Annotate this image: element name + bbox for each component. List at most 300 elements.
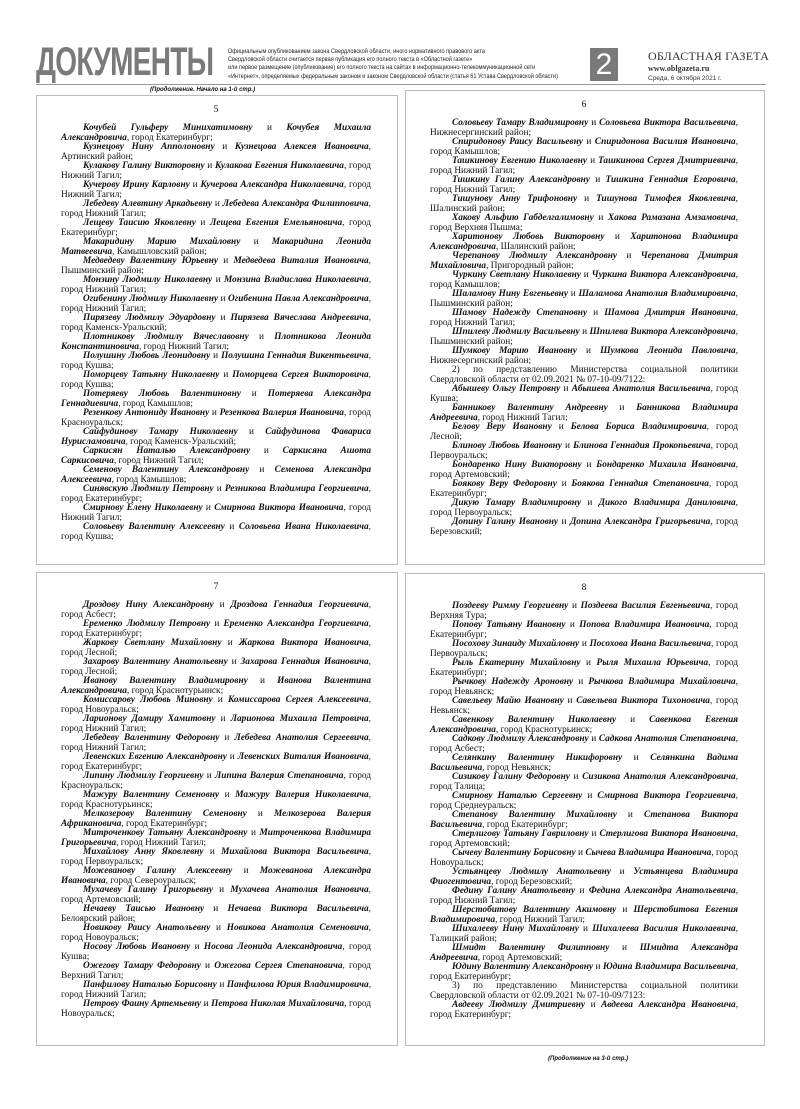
locality: город Краснотурьинск; bbox=[61, 799, 153, 810]
wife-name: Левенских Евгению Александровну bbox=[83, 752, 227, 762]
wife-name: Савенкову Валентину Николаевну bbox=[452, 715, 617, 725]
husband-name: Тишкина Геннадия Егоровича bbox=[605, 175, 736, 185]
husband-name: Шумкова Леонида Павловича bbox=[600, 346, 736, 356]
husband-name: Стерлигова Виктора Ивановича bbox=[599, 829, 736, 839]
husband-name: Резникова Владимира Георгиевича bbox=[224, 484, 369, 494]
list-item: Кулакову Галину Викторовну и Кулакова Евгения Николаевича, город Нижний Тагил; bbox=[61, 161, 371, 181]
list-item: Стерлигову Татьяну Гавриловну и Стерлигова Виктора Ивановича, город Артемовский; bbox=[430, 829, 738, 849]
list-item: Михайлову Анну Яковлевну и Михайлова Виктора Васильевича, город Первоуральск; bbox=[61, 847, 372, 867]
list-item: Кочубей Гульферу Минихатимовну и Кочубея Михаила Александровича, город Екатеринбург; bbox=[61, 123, 371, 143]
locality: город Кушва; bbox=[61, 379, 114, 390]
locality: Нижнесергинский район; bbox=[430, 127, 532, 138]
husband-name: Бондаренко Михаила Ивановича bbox=[596, 460, 736, 470]
wife-name: Федину Галину Анатольевну bbox=[452, 886, 576, 896]
notice-line: Официальным опубликованием закона Свердловской области, иного нормативного правового акта bbox=[228, 48, 485, 55]
wife-name: Степанову Валентину Михайловну bbox=[452, 810, 617, 820]
locality: город Березовский; bbox=[430, 517, 739, 537]
wife-name: Ларионову Дамиру Хамитовну bbox=[83, 714, 216, 724]
list-item: Можеванову Галину Алексеевну и Можеванова Александра Ивановича, город Североуральск; bbox=[61, 866, 371, 886]
locality: город Краснотурьинск; bbox=[131, 685, 224, 696]
locality: город Артемовский; bbox=[430, 838, 510, 849]
list-item: Дикую Тамару Владимировну и Дикого Владимира Даниловича, город Первоуральск; bbox=[430, 498, 738, 518]
publication-notice bbox=[228, 48, 558, 81]
wife-name: Кузнецову Нину Апполоновну bbox=[83, 142, 215, 152]
locality: город Талица; bbox=[430, 781, 486, 792]
husband-name: Спиридонова Василия Ивановича bbox=[594, 137, 736, 147]
list-item: Белову Веру Ивановну и Белова Бориса Владимировича, город Лесной; bbox=[430, 422, 738, 442]
husband-name: Федина Александра Анатольевича bbox=[588, 886, 736, 896]
locality: город Лесной; bbox=[61, 647, 118, 658]
wife-name: Бондаренко Нину Викторовну bbox=[452, 460, 582, 470]
husband-name: Кочубея Михаила Александровича bbox=[61, 123, 371, 143]
husband-name: Рычкова Владимира Михайловича bbox=[588, 677, 736, 687]
page-number-label: 8 bbox=[581, 583, 587, 593]
list-item: Рычкову Надежду Ароновну и Рычкова Владимира Михайловича, город Невьянск; bbox=[430, 677, 738, 697]
list-item: Дроздову Нину Александровну и Дроздова Геннадия Георгиевича, город Асбест; bbox=[61, 600, 372, 620]
wife-name: Блинову Любовь Ивановну bbox=[452, 441, 562, 451]
husband-name: Резенкова Валерия Ивановича bbox=[219, 408, 344, 418]
locality: город Нижний Тагил; bbox=[61, 303, 147, 314]
husband-name: Лебедева Александра Филипповича bbox=[222, 199, 369, 209]
list-item: Селянкину Валентину Никифоровну и Селянкина Вадима Васильевича, город Невьянск; bbox=[430, 753, 739, 773]
wife-name: Лебедеву Алевтину Аркадьевну bbox=[83, 199, 212, 209]
list-item: Чуркину Светлану Николаевну и Чуркина Виктора Александровича, город Камышлов; bbox=[430, 270, 738, 290]
husband-name: Рыля Михаила Юрьевича bbox=[596, 658, 709, 668]
husband-name: Допина Александра Григорьевича bbox=[569, 517, 711, 527]
wife-name: Шумкову Марию Ивановну bbox=[452, 346, 577, 356]
list-item: Смирнову Елену Николаевну и Смирнова Виктора Ивановича, город Нижний Тагил; bbox=[61, 503, 372, 523]
header-divider bbox=[36, 84, 766, 85]
wife-name: Банникову Валентину Андреевну bbox=[452, 403, 608, 413]
husband-name: Сайфудинова Фавариса Нурисламовича bbox=[61, 427, 371, 447]
list-item: Синявскую Людмилу Петровну и Резникова Владимира Георгиевича, город Екатеринбург; bbox=[61, 484, 371, 504]
locality: город Асбест; bbox=[61, 609, 116, 620]
husband-name: Левенских Виталия Ивановича bbox=[237, 752, 369, 762]
locality: город Камышлов; bbox=[430, 279, 501, 290]
locality: город Первоуральск; bbox=[430, 507, 513, 518]
locality: город Артемовский; bbox=[482, 952, 563, 963]
locality: город Североуральск; bbox=[110, 875, 197, 886]
husband-name: Смирнова Виктора Георгиевича bbox=[597, 791, 736, 801]
locality: город Екатеринбург; bbox=[61, 761, 143, 772]
locality: город Артемовский; bbox=[61, 894, 141, 905]
wife-name: Рычкову Надежду Ароновну bbox=[452, 677, 574, 687]
list-item: Потеряеву Любовь Валентиновну и Потеряева Александра Геннадиевича, город Камышлов; bbox=[61, 389, 372, 409]
wife-name: Захарову Валентину Анатольевну bbox=[83, 657, 228, 667]
list-item: Монзину Людмилу Николаевну и Монзина Владислава Николаевича, город Нижний Тагил; bbox=[61, 275, 372, 295]
locality: город Нижний Тагил; bbox=[61, 723, 147, 734]
locality: Талицкий район; bbox=[430, 933, 497, 944]
wife-name: Шаламову Нину Евгеньевну bbox=[452, 289, 568, 299]
husband-name: Новикова Анатолия Семеновича bbox=[226, 923, 369, 933]
wife-name: Еременко Людмилу Петровну bbox=[83, 619, 211, 629]
husband-name: Мелкозерова Валерия Африкановича bbox=[61, 809, 372, 829]
wife-name: Жаркову Светлану Михайловну bbox=[83, 638, 222, 648]
list-item: Плотникову Людмилу Вячеславовну и Плотникова Леонида Константиновича, город Нижний Тагил; bbox=[61, 332, 372, 352]
list-item: Сизикову Галину Федоровну и Сизикова Анатолия Александровича, город Талица; bbox=[430, 772, 738, 792]
document-page-7 bbox=[36, 572, 398, 1046]
wife-name: Мухачеву Галину Григорьевну bbox=[83, 885, 213, 895]
wife-name: Юдину Валентину Александровну bbox=[452, 962, 593, 972]
husband-name: Макаридина Леонида Матвеевича bbox=[61, 237, 371, 257]
wife-name: Поморцеву Татьяну Николаевну bbox=[83, 370, 220, 380]
wife-name: Петрову Фаину Артемьевну bbox=[83, 999, 202, 1009]
husband-name: Кузнецова Алексея Ивановича bbox=[234, 142, 369, 152]
list-item: Петрову Фаину Артемьевну и Петрова Николая Михайловича, город Новоуральск; bbox=[61, 999, 372, 1019]
husband-name: Петрова Николая Михайловича bbox=[211, 999, 345, 1009]
husband-name: Дикого Владимира Даниловича bbox=[598, 498, 736, 508]
list-item: Шумкову Марию Ивановну и Шумкова Леонида Павловича, Нижнесергинский район; bbox=[430, 346, 739, 366]
list-item: Новикову Раису Анатольевну и Новикова Анатолия Семеновича, город Новоуральск; bbox=[61, 923, 371, 943]
locality: город Артемовский; bbox=[430, 469, 510, 480]
husband-name: Тишунова Тимофея Яковлевича bbox=[596, 194, 736, 204]
list-item: Захарову Валентину Анатольевну и Захарова Геннадия Ивановича, город Лесной; bbox=[61, 657, 371, 677]
list-item: Митроченкову Татьяну Александровну и Митроченкова Владимира Григорьевича, город Нижний Тагил; bbox=[61, 828, 371, 848]
wife-name: Черепанову Людмилу Александровну bbox=[452, 251, 618, 261]
list-item: Лебедеву Алевтину Аркадьевну и Лебедева Александра Филипповича, город Нижний Тагил; bbox=[61, 199, 371, 219]
husband-name: Сизикова Анатолия Александровича bbox=[582, 772, 736, 782]
list-item: Кучерову Ирину Карловну и Кучерова Александра Николаевича, город Нижний Тагил; bbox=[61, 180, 372, 200]
locality: город Нижний Тагил; bbox=[430, 165, 516, 176]
locality: город Новоуральск; bbox=[61, 999, 372, 1019]
locality: город Камышлов; bbox=[116, 474, 187, 485]
wife-name: Медведеву Валентину Юрьевну bbox=[83, 256, 218, 266]
wife-name: Харитонову Любовь Викторовну bbox=[452, 232, 605, 242]
wife-name: Шпилеву Людмилу Васильевну bbox=[452, 327, 580, 337]
locality: город Краснотурьинск; bbox=[500, 724, 593, 735]
husband-name: Мажуру Валерия Николаевича bbox=[235, 790, 369, 800]
locality: город Верхний Тагил; bbox=[61, 961, 371, 981]
wife-name: Михайлову Анну Яковлевну bbox=[83, 847, 204, 857]
page-number-label: 5 bbox=[213, 105, 219, 115]
document-page-6 bbox=[405, 90, 765, 565]
husband-name: Устьянцева Владимира Фиогентовича bbox=[430, 867, 738, 887]
husband-name: Михайлова Виктора Васильевича bbox=[221, 847, 369, 857]
wife-name: Садкову Людмилу Александровну bbox=[452, 734, 589, 744]
locality: город Асбест; bbox=[430, 743, 485, 754]
husband-name: Семенова Александра Алексеевича bbox=[61, 465, 372, 485]
list-item: Савенкову Валентину Николаевну и Савенкова Евгения Александровича, город Краснотурьинск; bbox=[430, 715, 739, 735]
husband-name: Боякова Геннадия Степановича bbox=[571, 479, 709, 489]
husband-name: Огибенина Павла Александровича bbox=[228, 294, 369, 304]
locality: город Новоуральск; bbox=[61, 704, 139, 715]
husband-name: Панфилова Юрия Владимировича bbox=[226, 980, 369, 990]
husband-name: Ожегова Сергея Степановича bbox=[214, 961, 343, 971]
husband-name: Авдеева Александра Ивановича bbox=[601, 1000, 736, 1010]
document-page-5 bbox=[36, 95, 398, 565]
wife-name: Рыль Екатерину Михайловну bbox=[452, 658, 581, 668]
husband-name: Полушина Геннадия Викентьевича bbox=[221, 351, 369, 361]
list-item: Шпилеву Людмилу Васильевну и Шпилева Виктора Александровича, Пышминский район; bbox=[430, 327, 739, 347]
continued-to-note: (Продолжение на 3-й стр.) bbox=[548, 1056, 629, 1062]
list-item: Огибенину Людмилу Николаевну и Огибенина Павла Александровича, город Нижний Тагил; bbox=[61, 294, 372, 314]
list-item: Абышеву Ольгу Петровну и Абышева Анатолия Васильевича, город Кушва; bbox=[430, 384, 739, 404]
wife-name: Ожегову Тамару Федоровну bbox=[83, 961, 201, 971]
section-paragraph: 2) по представлению Министерства социальной политики Свердловской области от 02.09.2021 № 07-10-09/7122: bbox=[430, 365, 738, 385]
wife-name: Иванову Валентину Владимировну bbox=[83, 676, 248, 686]
list-item: Семенову Валентину Александровну и Семенова Александра Алексеевича, город Камышлов; bbox=[61, 465, 372, 485]
locality: город Нижний Тагил; bbox=[61, 989, 147, 1000]
locality: город Новоуральск; bbox=[430, 848, 739, 868]
locality: город Екатеринбург; bbox=[61, 493, 143, 504]
list-item: Соловьеву Тамару Владимировну и Соловьева Виктора Васильевича, Нижнесергинский район; bbox=[430, 118, 738, 138]
husband-name: Юдина Владимира Васильевича bbox=[602, 962, 736, 972]
locality: город Красноуральск; bbox=[61, 771, 371, 791]
husband-name: Ташкинова Сергея Дмитриевича bbox=[598, 156, 736, 166]
locality: город Новоуральск; bbox=[61, 932, 139, 943]
wife-name: Соловьеву Валентину Алексеевну bbox=[83, 522, 225, 532]
husband-name: Шерстобитова Евгения Владимировича bbox=[430, 905, 739, 925]
wife-name: Мелкозерову Валентину Семеновну bbox=[83, 809, 247, 819]
locality: город Кушва; bbox=[61, 360, 114, 371]
husband-name: Можеванова Александра Ивановича bbox=[61, 866, 371, 886]
list-item: Мелкозерову Валентину Семеновну и Мелкозерова Валерия Африкановича, город Екатеринбург; bbox=[61, 809, 372, 829]
list-item: Банникову Валентину Андреевну и Банникова Владимира Андреевича, город Нижний Тагил; bbox=[430, 403, 738, 423]
locality: город Екатеринбург; bbox=[125, 818, 208, 829]
list-item: Саркисян Наталью Александровну и Саркисяна Ашота Саркисовича, город Нижний Тагил; bbox=[61, 446, 372, 466]
list-item: Степанову Валентину Михайловну и Степанова Виктора Васильевича, город Екатеринбург; bbox=[430, 810, 739, 830]
list-item: Шмидт Валентину Филипповну и Шмидта Александра Андреевича, город Артемовский; bbox=[430, 943, 739, 963]
wife-name: Семенову Валентину Александровну bbox=[83, 465, 250, 475]
locality: город Нижний Тагил; bbox=[118, 455, 204, 466]
husband-name: Лещева Евгения Емельяновича bbox=[209, 218, 343, 228]
locality: город Нижний Тагил; bbox=[430, 184, 516, 195]
wife-name: Устьянцеву Людмилу Анатольевну bbox=[452, 867, 611, 877]
locality: Пышминский район; bbox=[430, 336, 513, 347]
husband-name: Монзина Владислава Николаевича bbox=[224, 275, 369, 285]
wife-name: Комиссарову Любовь Миновну bbox=[83, 695, 213, 705]
husband-name: Шмидта Александра Андреевича bbox=[430, 943, 739, 963]
locality: Пышминский район; bbox=[430, 298, 513, 309]
wife-name: Новикову Раису Анатольевну bbox=[83, 923, 211, 933]
husband-name: Степанова Виктора Васильевича bbox=[430, 810, 739, 830]
list-item: Сайфудинову Тамару Николаевну и Сайфудинова Фавариса Нурисламовича, город Каменск-Уральский; bbox=[61, 427, 371, 447]
list-item: Попову Татьяну Ивановну и Попова Владимира Ивановича, город Екатеринбург; bbox=[430, 620, 738, 640]
locality: город Первоуральск; bbox=[430, 639, 739, 659]
wife-name: Дроздову Нину Александровну bbox=[83, 600, 214, 610]
husband-name: Абышева Анатолия Васильевича bbox=[571, 384, 711, 394]
husband-name: Еременко Александра Георгиевича bbox=[223, 619, 369, 629]
locality: город Нижний Тагил; bbox=[430, 317, 516, 328]
husband-name: Шпилева Виктора Александровича bbox=[589, 327, 736, 337]
list-item: Макаридину Марию Михайловну и Макаридина Леонида Матвеевича, Камышловский район; bbox=[61, 237, 371, 257]
list-item: Мажуру Валентину Семеновну и Мажуру Валерия Николаевича, город Краснотурьинск; bbox=[61, 790, 372, 810]
locality: город Екатеринбург; bbox=[430, 620, 738, 640]
wife-name: Дикую Тамару Владимировну bbox=[452, 498, 582, 508]
wife-name: Кулакову Галину Викторовну bbox=[83, 161, 205, 171]
list-item: Поздееву Римму Георгиевну и Поздеева Василия Евгеньевича, город Верхняя Тура; bbox=[430, 601, 738, 621]
locality: город Нижний Тагил; bbox=[61, 742, 147, 753]
list-item: Садкову Людмилу Александровну и Садкова Анатолия Степановича, город Асбест; bbox=[430, 734, 738, 754]
list-item: Черепанову Людмилу Александровну и Черепанова Дмитрия Михайловича, Пригородный район; bbox=[430, 251, 738, 271]
wife-name: Резенкову Антониду Ивановну bbox=[83, 408, 210, 418]
wife-name: Липину Людмилу Георгиевну bbox=[83, 771, 204, 781]
locality: город Нижний Тагил; bbox=[120, 837, 207, 848]
wife-name: Огибенину Людмилу Николаевну bbox=[83, 294, 219, 304]
wife-name: Сизикову Галину Федоровну bbox=[452, 772, 570, 782]
husband-name: Шаламова Анатолия Владимировича bbox=[578, 289, 736, 299]
wife-name: Лещеву Таисию Яковлевну bbox=[83, 218, 196, 228]
locality: город Первоуральск; bbox=[430, 441, 738, 461]
locality: город Екатеринбург; bbox=[61, 628, 143, 639]
wife-name: Абышеву Ольгу Петровну bbox=[452, 384, 561, 394]
wife-name: Потеряеву Любовь Валентиновну bbox=[83, 389, 241, 399]
newspaper-name: ОБЛАСТНАЯ ГАЗЕТА bbox=[648, 49, 770, 63]
list-item: Авдееву Людмилу Дмитриевну и Авдеева Александра Ивановича, город Екатеринбург; bbox=[430, 1000, 739, 1020]
husband-name: Савенкова Евгения Александровича bbox=[430, 715, 739, 735]
issue-date: Среда, 6 октября 2021 г. bbox=[648, 75, 722, 82]
locality: город Верхняя Тура; bbox=[430, 601, 738, 621]
website-link[interactable]: www.oblgazeta.ru bbox=[648, 64, 710, 73]
locality: город Каменск-Уральский; bbox=[61, 322, 167, 333]
husband-name: Хакова Рамазана Амзамовича bbox=[607, 213, 736, 223]
wife-name: Носову Любовь Ивановну bbox=[83, 942, 191, 952]
locality: Шалинский район; bbox=[430, 203, 506, 214]
locality: город Нижний Тагил; bbox=[61, 208, 147, 219]
wife-name: Синявскую Людмилу Петровну bbox=[83, 484, 214, 494]
list-item: Лещеву Таисию Яковлевну и Лещева Евгения Емельяновича, город Екатеринбург; bbox=[61, 218, 371, 238]
husband-name: Поморцева Сергея Викторовича bbox=[232, 370, 369, 380]
list-item: Мухачеву Галину Григорьевну и Мухачева Анатолия Ивановича, город Артемовский; bbox=[61, 885, 371, 905]
list-item: Шихалееву Нину Михайловну и Шихалеева Василия Николаевича, Талицкий район; bbox=[430, 924, 738, 944]
wife-name: Нечаеву Таисью Ивановну bbox=[83, 904, 205, 914]
section-paragraph: 3) по представлению Министерства социальной политики Свердловской области от 02.09.2021 № 07-10-09/7123: bbox=[430, 981, 738, 1001]
list-item: Федину Галину Анатольевну и Федина Александра Анатольевича, город Нижний Тагил; bbox=[430, 886, 739, 906]
wife-name: Ташкинову Евгению Николаевну bbox=[452, 156, 588, 166]
wife-name: Можеванову Галину Алексеевну bbox=[83, 866, 233, 876]
list-item: Иванову Валентину Владимировну и Иванова Валентина Александровича, город Краснотурьинск; bbox=[61, 676, 371, 696]
husband-name: Смирнова Виктора Ивановича bbox=[214, 503, 344, 513]
locality: Шалинский район; bbox=[500, 241, 576, 252]
list-item: Смирнову Наталью Сергеевну и Смирнова Виктора Георгиевича, город Среднеуральск; bbox=[430, 791, 738, 811]
locality: город Камышлов; bbox=[430, 146, 501, 157]
wife-name: Сычеву Валентину Борисовну bbox=[452, 848, 576, 858]
locality: город Невьянск; bbox=[430, 686, 495, 697]
husband-name: Липина Валерия Степановича bbox=[214, 771, 344, 781]
list-item: Медведеву Валентину Юрьевну и Медведева Виталия Ивановича, Пышминский район; bbox=[61, 256, 371, 276]
locality: город Среднеуральск; bbox=[430, 800, 517, 811]
list-item: Тишкину Галину Александровну и Тишкина Геннадия Егоровича, город Нижний Тагил; bbox=[430, 175, 738, 195]
list-item: Нечаеву Таисью Ивановну и Нечаева Виктора Васильевича, Белоярский район; bbox=[61, 904, 371, 924]
husband-name: Посохова Ивана Васильевича bbox=[589, 639, 711, 649]
wife-name: Шамову Надежду Степановну bbox=[452, 308, 588, 318]
husband-name: Шихалеева Василия Николаевича bbox=[592, 924, 736, 934]
wife-name: Шихалееву Нину Михайловну bbox=[452, 924, 579, 934]
list-item: Ташкинову Евгению Николаевну и Ташкинова Сергея Дмитриевича, город Нижний Тагил; bbox=[430, 156, 738, 176]
list-item: Тишунову Анну Трифоновну и Тишунова Тимофея Яковлевича, Шалинский район; bbox=[430, 194, 738, 214]
document-page-8 bbox=[405, 573, 765, 1046]
wife-name: Монзину Людмилу Николаевну bbox=[83, 275, 213, 285]
locality: город Екатеринбург; bbox=[486, 819, 568, 830]
locality: Артинский район; bbox=[61, 151, 134, 162]
wife-name: Пирязеву Людмилу Эдуардовну bbox=[83, 313, 216, 323]
locality: город Каменск-Уральский; bbox=[130, 436, 237, 447]
list-item: Кузнецову Нину Апполоновну и Кузнецова Алексея Ивановича, Артинский район; bbox=[61, 142, 371, 162]
wife-name: Шмидт Валентину Филипповну bbox=[452, 943, 610, 953]
husband-name: Ларионова Михаила Петровича bbox=[230, 714, 369, 724]
list-item: Соловьеву Валентину Алексеевну и Соловьева Ивана Николаевича, город Кушва; bbox=[61, 522, 371, 542]
husband-name: Соловьева Виктора Васильевича bbox=[599, 118, 736, 128]
locality: город Екатеринбург; bbox=[131, 132, 213, 143]
list-item: Ожегову Тамару Федоровну и Ожегова Сергея Степановича, город Верхний Тагил; bbox=[61, 961, 371, 981]
wife-name: Поздееву Римму Георгиевну bbox=[452, 601, 569, 611]
locality: Нижнесергинский район; bbox=[430, 355, 532, 366]
list-item: Шамову Надежду Степановну и Шамова Дмитрия Ивановича, город Нижний Тагил; bbox=[430, 308, 738, 328]
wife-name: Кочубей Гульферу Минихатимовну bbox=[83, 123, 253, 133]
husband-name: Митроченкова Владимира Григорьевича bbox=[61, 828, 371, 848]
locality: Камышловский район; bbox=[116, 246, 207, 257]
locality: город Екатеринбург; bbox=[430, 971, 512, 982]
list-item: Липину Людмилу Георгиевну и Липина Валерия Степановича, город Красноуральск; bbox=[61, 771, 371, 791]
husband-name: Жаркова Виктора Ивановича bbox=[238, 638, 369, 648]
husband-name: Пирязева Вячеслава Андреевича bbox=[230, 313, 369, 323]
husband-name: Кучерова Александра Николаевича bbox=[200, 180, 344, 190]
wife-name: Допину Галину Ивановну bbox=[452, 517, 559, 527]
wife-name: Авдееву Людмилу Дмитриевну bbox=[452, 1000, 586, 1010]
list-item: Жаркову Светлану Михайловну и Жаркова Виктора Ивановича, город Лесной; bbox=[61, 638, 371, 658]
husband-name: Чуркина Виктора Александровича bbox=[591, 270, 736, 280]
locality: Пригородный район; bbox=[490, 260, 574, 271]
wife-name: Мажуру Валентину Семеновну bbox=[83, 790, 220, 800]
locality: город Кушва; bbox=[430, 384, 739, 404]
locality: город Кушва; bbox=[61, 531, 114, 542]
locality: Пышминский район; bbox=[61, 265, 144, 276]
wife-name: Полушину Любовь Леонидовну bbox=[83, 351, 211, 361]
locality: город Екатеринбург; bbox=[61, 218, 371, 238]
locality: Белоярский район; bbox=[61, 913, 136, 924]
wife-name: Савельеву Майю Ивановну bbox=[452, 696, 564, 706]
wife-name: Кучерову Ирину Карловну bbox=[83, 180, 190, 190]
husband-name: Сычева Владимира Ивановича bbox=[585, 848, 712, 858]
husband-name: Плотникова Леонида Константиновича bbox=[61, 332, 372, 352]
husband-name: Иванова Валентина Александровича bbox=[61, 676, 371, 696]
notice-line: Свердловской области считается первая публикация его полного текста в «Областной газете» bbox=[228, 56, 473, 64]
list-item: Бондаренко Нину Викторовну и Бондаренко Михаила Ивановича, город Артемовский; bbox=[430, 460, 738, 480]
locality: город Нижний Тагил; bbox=[61, 180, 372, 200]
continued-from-note: (Продолжение. Начало на 1-й стр.) bbox=[150, 87, 256, 93]
wife-name: Чуркину Светлану Николаевну bbox=[452, 270, 581, 280]
locality: город Нижний Тагил; bbox=[61, 503, 372, 523]
husband-name: Захарова Геннадия Ивановича bbox=[240, 657, 369, 667]
list-item: Спиридонову Раису Васильевну и Спиридонова Василия Ивановича, город Камышлов; bbox=[430, 137, 739, 157]
husband-name: Кулакова Евгения Николаевича bbox=[215, 161, 344, 171]
wife-name: Спиридонову Раису Васильевну bbox=[452, 137, 583, 147]
list-item: Рыль Екатерину Михайловну и Рыля Михаила Юрьевича, город Екатеринбург; bbox=[430, 658, 738, 678]
husband-name: Шамова Дмитрия Ивановича bbox=[604, 308, 736, 318]
list-item: Допину Галину Ивановну и Допина Александра Григорьевича, город Березовский; bbox=[430, 517, 739, 537]
locality: город Лесной; bbox=[61, 666, 118, 677]
wife-name: Плотникову Людмилу Вячеславовну bbox=[83, 332, 249, 342]
husband-name: Потеряева Александра Геннадиевича bbox=[61, 389, 372, 409]
list-item: Шерстобитову Валентину Акимовну и Шерстобитова Евгения Владимировича, город Нижний Тагил; bbox=[430, 905, 739, 925]
wife-name: Лебедеву Валентину Федоровну bbox=[83, 733, 220, 743]
wife-name: Попову Татьяну Ивановну bbox=[452, 620, 566, 630]
wife-name: Шерстобитову Валентину Акимовну bbox=[452, 905, 617, 915]
list-item: Комиссарову Любовь Миновну и Комиссарова Сергея Алексеевича, город Новоуральск; bbox=[61, 695, 372, 715]
list-item: Панфилову Наталью Борисовну и Панфилова Юрия Владимировича, город Нижний Тагил; bbox=[61, 980, 372, 1000]
husband-name: Саркисяна Ашота Саркисовича bbox=[61, 446, 372, 466]
locality: город Лесной; bbox=[430, 422, 738, 442]
notice-line: «Интернет», определяемых федеральным законом и законом Свердловской области (статья 61 Устава Свердловской области) bbox=[228, 72, 558, 80]
husband-name: Савельева Виктора Тихоновича bbox=[576, 696, 710, 706]
husband-name: Медведева Виталия Ивановича bbox=[233, 256, 369, 266]
list-item: Харитонову Любовь Викторовну и Харитонова Владимира Александровича, Шалинский район; bbox=[430, 232, 738, 252]
husband-name: Харитонова Владимира Александровича bbox=[430, 232, 738, 252]
list-item: Носову Любовь Ивановну и Носова Леонида Александровича, город Кушва; bbox=[61, 942, 372, 962]
locality: город Нижний Тагил; bbox=[61, 161, 371, 181]
list-item: Шаламову Нину Евгеньевну и Шаламова Анатолия Владимировича, Пышминский район; bbox=[430, 289, 738, 309]
wife-name: Сайфудинову Тамару Николаевну bbox=[83, 427, 238, 437]
